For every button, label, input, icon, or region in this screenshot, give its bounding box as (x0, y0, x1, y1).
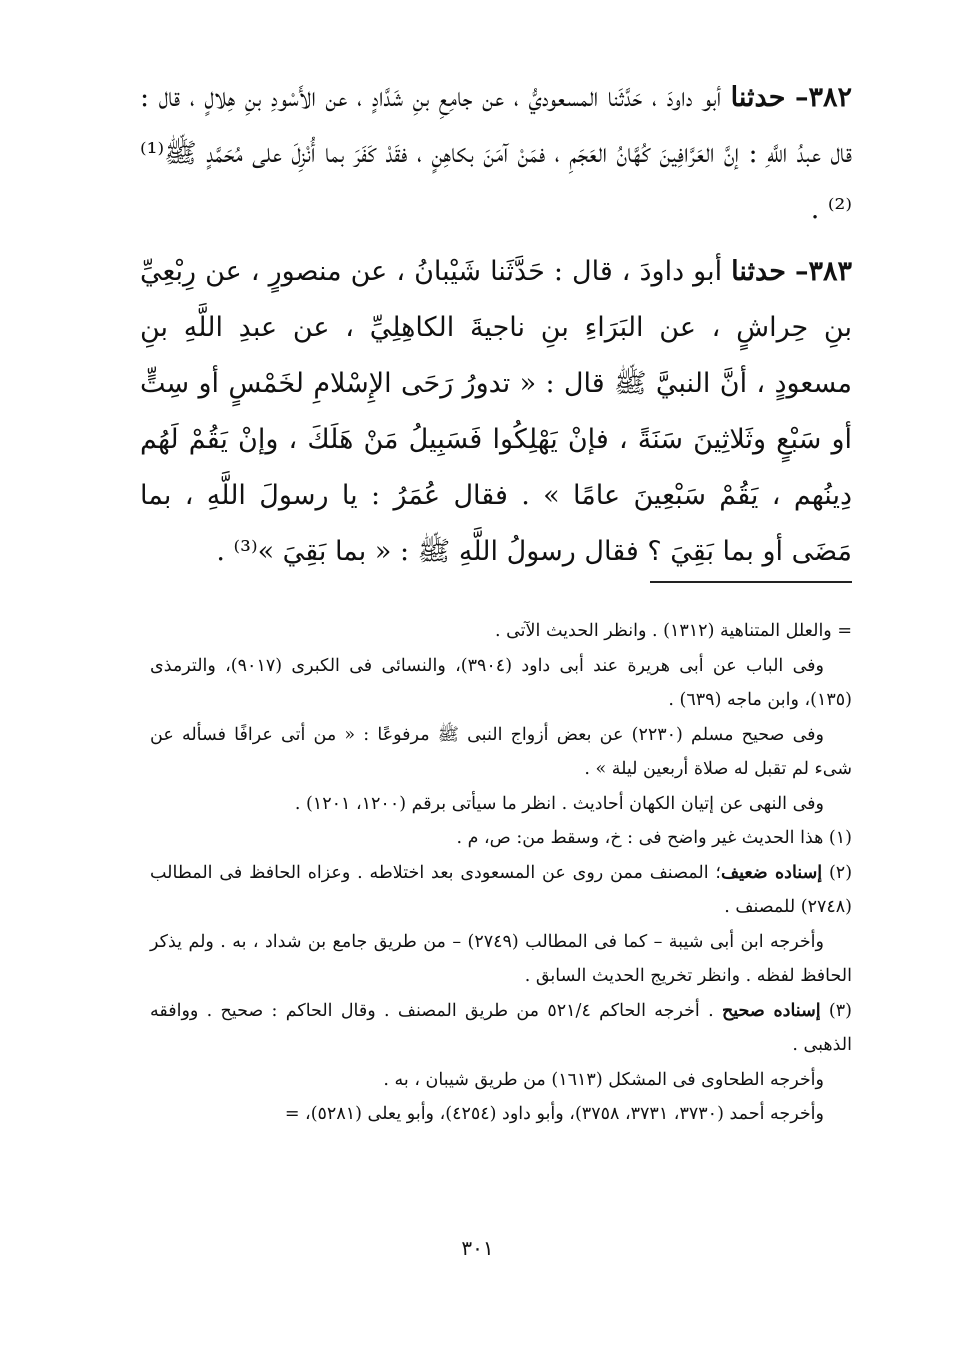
footnote-text: ؛ المصنف ممن روى عن المسعودى بعد اختلاطه . وعزاه الحافظ فى المطالب (٢٧٤٨) للمصنف . (150, 862, 852, 917)
footnote-separator (650, 581, 852, 583)
footnote-paragraph: وأخرجه الطحاوى فى المشكل (١٦١٣) من طريق شيبان ، به . (383, 1069, 824, 1090)
hadith-number: ٣٨٢– (794, 82, 852, 113)
footnote-paragraph: وأخرجه أحمد (٣٧٣٠، ٣٧٣١، ٣٧٥٨)، وأبو داود (٤٢٥٤)، وأبو يعلى (٥٢٨١)، = (284, 1104, 824, 1124)
footnote-3 (150, 994, 852, 1063)
footnote-marker: (٢) (828, 862, 853, 883)
hadith-text: أبو داودَ ، حَدَّثَنا المسعوديُّ ، عن جامِعِ بنِ شَدَّادٍ ، عن الأَسْودِ بنِ هِلالٍ ، قال : قال عبدُ اللَّهِ : إنَّ العَرَّافِينَ كُهَّانُ العَجَمِ ، فمَنْ آمَنَ بكاهِنٍ ، فقَدْ كَفَرَ بما أُنْزِلَ على مُحَمَّدٍ ﷺ⁽¹⁾⁽²⁾ . (140, 82, 852, 225)
hadith-text: أبو داودَ ، قال : حَدَّثَنا شَيْبانُ ، عن منصورٍ ، عن رِبْعِيِّ بنِ حِراشٍ ، عن البَرَاءِ بنِ ناجيةَ الكاهِلِيِّ ، عن عبدِ اللَّهِ بنِ مسعودٍ ، أنَّ النبيَّ ﷺ قال : « تدورُ رَحَى الإِسْلامِ لخَمْسٍ أو سِتٍّ أو سَبْعٍ وثَلاثِينَ سَنَةً ، فإنْ يَهْلِكُوا فَسَبِيلُ مَنْ هَلَكَ ، وإنْ يَقُمْ لَهُم دِينُهم ، يَقُمْ سَبْعِينَ عامًا » . فقال عُمَرُ : يا رسولَ اللَّهِ ، بما مَضَى أو بما بَقِيَ ؟ فقال رسولُ اللَّهِ ﷺ : « بما بَقِيَ »⁽³⁾ . (140, 256, 852, 567)
footnote-grading: إسناده صحيح (721, 1000, 821, 1021)
hadith-383 (140, 244, 852, 580)
footnote-marker: (٣) (828, 1000, 852, 1021)
page-number: ٣٠١ (461, 1236, 494, 1260)
footnote-text: . أخرجه الحاكم ٥٢١/٤ من طريق المصنف . وقال الحاكم : صحيح . ووافقه الذهبى . (150, 1000, 852, 1055)
main-text (140, 70, 852, 586)
footnote-grading: إسناده ضعيف (720, 862, 823, 883)
footnote-continuation: = والعلل المتناهية (١٣١٢) . وانظر الحديث الآتى . (494, 621, 852, 641)
footnote-1: (١) هذا الحديث غير واضح فى : خ، وسقط من: ص، م . (456, 828, 852, 848)
hadith-number: ٣٨٣– (794, 256, 852, 287)
footnote-2 (150, 856, 852, 925)
hadith-lead: حدثنا (730, 82, 786, 113)
footnote-paragraph: وأخرجه ابن أبى شيبة – كما فى المطالب (٢٧٤٩) – من طريق جامع بن شداد ، به . ولم يذكر الحافظ لفظه . وانظر تخريج الحديث السابق . (150, 931, 852, 986)
footnote-paragraph: وفى الباب عن أبى هريرة عند أبى داود (٣٩٠٤)، والنسائى فى الكبرى (٩٠١٧)، والترمذى (١٣٥)، وابن ماجه (٦٣٩) . (150, 655, 852, 710)
hadith-lead: حدثنا (731, 256, 786, 287)
footnotes (150, 614, 852, 1132)
footnote-paragraph: وفى صحيح مسلم (٢٢٣٠) عن بعض أزواج النبى ﷺ مرفوعًا : « من أتى عرافًا فسأله عن شىء لم تقبل له صلاة أربعين ليلة » . (150, 724, 852, 779)
footnote-paragraph: وفى النهى عن إتيان الكهان أحاديث . انظر ما سيأتى برقم (١٢٠٠، ١٢٠١) . (294, 793, 824, 814)
hadith-382 (140, 70, 852, 238)
